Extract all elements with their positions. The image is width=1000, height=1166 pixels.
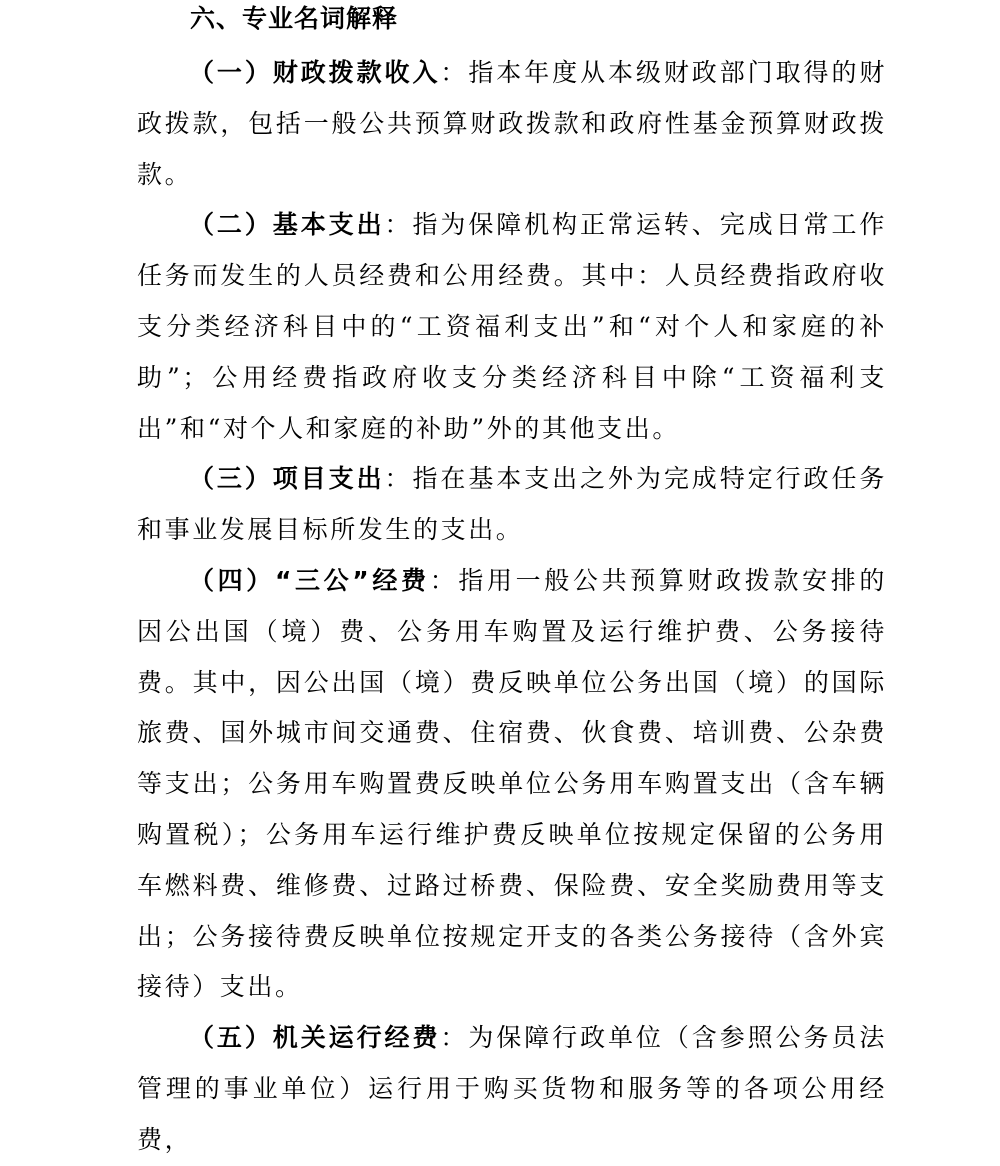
glossary-paragraph-project-expenditure: [137, 454, 887, 556]
glossary-paragraph-agency-operating-expenses: [137, 1013, 887, 1165]
term-three-public-expenses: （四）“三公”经费: [189, 565, 430, 595]
definition-fiscal-appropriation-income: ：指本年度从本级财政部门取得的财政拨款，包括一般公共预算财政拨款和政府性基金预算财政拨款。: [137, 58, 887, 189]
definition-project-expenditure: ：指在基本支出之外为完成特定行政任务和事业发展目标所发生的支出。: [137, 464, 887, 545]
definition-agency-operating-expenses: ：为保障行政单位（含参照公务员法管理的事业单位）运行用于购买货物和服务等的各项公用经费，: [137, 1023, 887, 1154]
term-project-expenditure: （三）项目支出: [189, 464, 385, 494]
definition-basic-expenditure: ：指为保障机构正常运转、完成日常工作任务而发生的人员经费和公用经费。其中：人员经费指政府收支分类经济科目中的“工资福利支出”和“对个人和家庭的补助”；公用经费指政府收支分类经济科目中除“工资福利支出”和“对个人和家庭的补助”外的其他支出。: [137, 210, 887, 443]
term-agency-operating-expenses: （五）机关运行经费: [189, 1023, 441, 1053]
definition-three-public-expenses: ：指用一般公共预算财政拨款安排的因公出国（境）费、公务用车购置及运行维护费、公务接待费。其中，因公出国（境）费反映单位公务出国（境）的国际旅费、国外城市间交通费、住宿费、伙食费、培训费、公杂费等支出；公务用车购置费反映单位公务用车购置支出（含车辆购置税）；公务用车运行维护费反映单位按规定保留的公务用车燃料费、维修费、过路过桥费、保险费、安全奖励费用等支出；公务接待费反映单位按规定开支的各类公务接待（含外宾接待）支出。: [137, 565, 887, 1002]
section-title: 六、专业名词解释: [190, 4, 399, 33]
glossary-paragraph-three-public-expenses: [137, 556, 887, 1013]
glossary-paragraph-basic-expenditure: [137, 200, 887, 454]
glossary-paragraph-fiscal-appropriation-income: [137, 48, 887, 200]
glossary-content: [137, 48, 887, 1166]
term-fiscal-appropriation-income: （一）财政拨款收入: [189, 58, 441, 87]
term-basic-expenditure: （二）基本支出: [189, 210, 385, 240]
